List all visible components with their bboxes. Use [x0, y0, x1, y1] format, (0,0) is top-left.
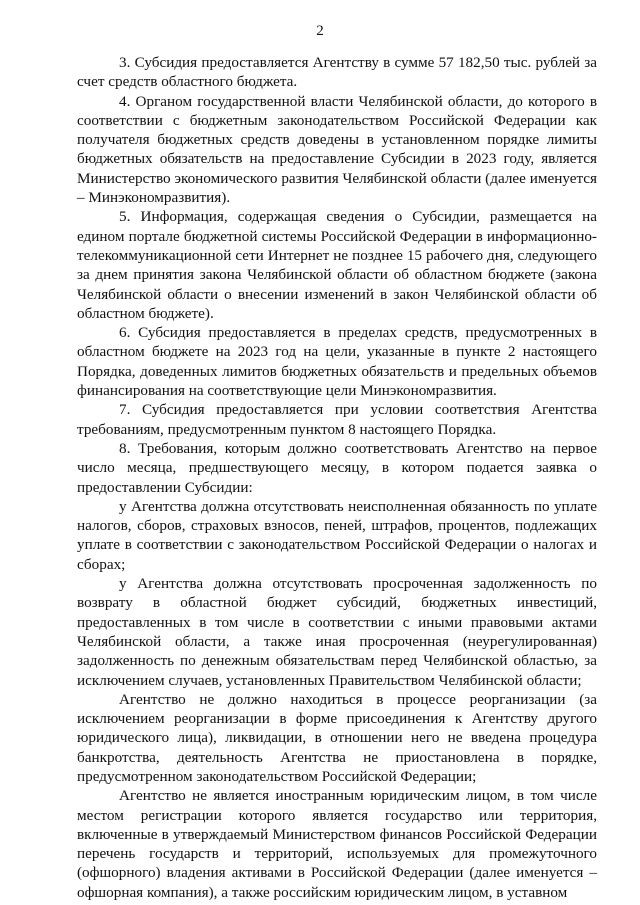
paragraph-4: 4. Органом государственной власти Челябинской области, до которого в соответствии с бюджетным законодательством Российской Федерации как получателя бюджетных средств доведены в установленном порядке лимиты бюджетных обязательств на предоставление Субсидии в 2023 году, является Министерство экономического развития Челябинской области (далее именуется – Минэкономразвития). — [77, 92, 597, 207]
page-number: 2 — [316, 23, 324, 39]
paragraph-5: 5. Информация, содержащая сведения о Субсидии, размещается на едином портале бюджетной системы Российской Федерации в информационно-телекоммуникационной сети Интернет не позднее 15 рабочего дня, следующего за днем принятия закона Челябинской области об областном бюджете (закона Челябинской области о внесении изменений в закон Челябинской области об областном бюджете). — [77, 208, 597, 322]
document-body — [77, 53, 597, 902]
paragraph-3: 3. Субсидия предоставляется Агентству в сумме 57 182,50 тыс. рублей за счет средств областного бюджета. — [77, 54, 597, 91]
paragraph-8: 8. Требования, которым должно соответствовать Агентство на первое число месяца, предшествующего месяцу, в котором подается заявка о предоставлении Субсидии: — [77, 439, 597, 496]
paragraph-7: 7. Субсидия предоставляется при условии соответствия Агентства требованиям, предусмотренным пунктом 8 настоящего Порядка. — [77, 401, 597, 438]
requirement-debt: у Агентства должна отсутствовать просроченная задолженность по возврату в областной бюджет субсидий, бюджетных инвестиций, предоставленных в том числе в соответствии с иными правовыми актами Челябинской области, а также иная просроченная (неурегулированная) задолженность по денежным обязательствам перед Челябинской областью, за исключением случаев, установленных Правительством Челябинской области; — [77, 575, 597, 689]
requirement-reorganization: Агентство не должно находиться в процессе реорганизации (за исключением реорганизации в форме присоединения к Агентству другого юридического лица), ликвидации, в отношении него не введена процедура банкротства, деятельность Агентства не приостановлена в порядке, предусмотренном законодательством Российской Федерации; — [77, 690, 597, 785]
paragraph-6: 6. Субсидия предоставляется в пределах средств, предусмотренных в областном бюджете на 2023 год на цели, указанные в пункте 2 настоящего Порядка, доведенных лимитов бюджетных обязательств и предельных объемов финансирования на соответствующие цели Минэкономразвития. — [77, 324, 597, 400]
requirement-taxes: у Агентства должна отсутствовать неисполненная обязанность по уплате налогов, сборов, страховых взносов, пеней, штрафов, процентов, подлежащих уплате в соответствии с законодательством Российской Федерации о налогах и сборах; — [77, 497, 597, 573]
requirement-foreign-entity: Агентство не является иностранным юридическим лицом, в том числе местом регистрации которого является государство или территория, включенные в утверждаемый Министерством финансов Российской Федерации перечень государств и территорий, используемых для промежуточного (офшорного) владения активами в Российской Федерации (далее именуется – офшорная компания), а также российским юридическим лицом, в уставном — [77, 787, 597, 901]
